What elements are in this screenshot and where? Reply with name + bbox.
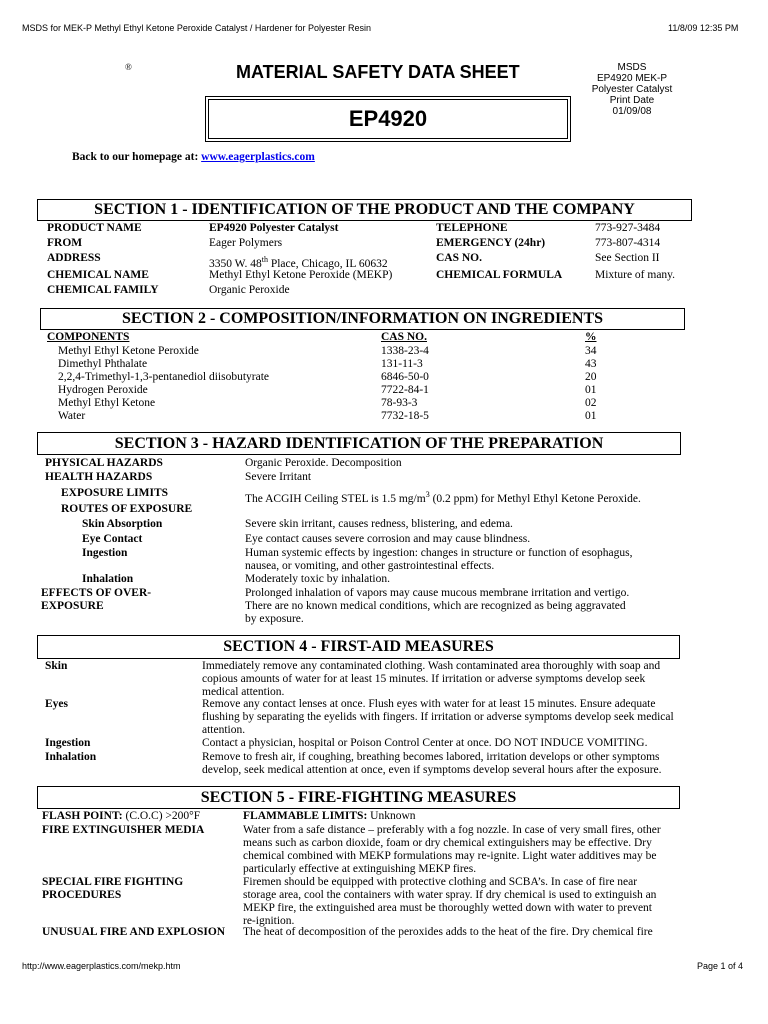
browser-datetime: 11/8/09 12:35 PM (668, 23, 739, 33)
chemical-formula-value: Mixture of many. (595, 269, 676, 281)
side-line: Print Date (609, 95, 655, 106)
ingestion-label: Ingestion (82, 547, 128, 559)
ingredient-name: Methyl Ethyl Ketone Peroxide (58, 345, 199, 357)
side-line: Polyester Catalyst (591, 84, 673, 95)
msds-side-info (578, 62, 686, 117)
inhalation-label: Inhalation (82, 573, 134, 585)
ingredient-percent: 01 (585, 384, 597, 396)
extinguisher-media-label: FIRE EXTINGUISHER MEDIA (42, 824, 205, 836)
exposure-sup: 3 (425, 490, 430, 499)
flammable-limits (243, 810, 416, 823)
emergency-label: EMERGENCY (24hr) (436, 237, 546, 249)
from-label: FROM (47, 237, 83, 249)
first-aid-skin-label: Skin (45, 660, 68, 672)
special-procedures-value: Firemen should be equipped with protective clothing and SCBA’s. In case of fire near storage area, cool the containers with water spray. If dry chemical is used to extinguish an MEKP fire, the extinguished area must be thoroughly wetted down with water to prevent re-ignition. (243, 876, 657, 927)
chemical-name-label: CHEMICAL NAME (47, 269, 149, 281)
physical-hazards-label: PHYSICAL HAZARDS (45, 457, 163, 469)
ingredient-percent: 34 (585, 345, 597, 357)
footer-url: http://www.eagerplastics.com/mekp.htm (22, 961, 181, 971)
routes-of-exposure-label: ROUTES OF EXPOSURE (61, 503, 193, 515)
first-aid-inhalation-label: Inhalation (45, 751, 97, 763)
physical-hazards-value: Organic Peroxide. Decomposition (245, 457, 402, 469)
unusual-fire-value: The heat of decomposition of the peroxides adds to the heat of the fire. Dry chemical fire (243, 926, 653, 938)
first-aid-ingestion-label: Ingestion (45, 737, 91, 749)
ingredient-name: Water (58, 410, 86, 422)
ingredient-name: 2,2,4-Trimethyl-1,3-pentanediol diisobutyrate (58, 371, 270, 383)
page-title: MATERIAL SAFETY DATA SHEET (236, 62, 520, 82)
section-1-header: SECTION 1 - IDENTIFICATION OF THE PRODUCT AND THE COMPANY (37, 199, 692, 221)
flash-point (42, 810, 200, 823)
section-5-header: SECTION 5 - FIRE-FIGHTING MEASURES (37, 786, 680, 809)
overexposure-value-1: Prolonged inhalation of vapors may cause mucous membrane irritation and vertigo. (245, 587, 630, 599)
inhalation-value: Moderately toxic by inhalation. (245, 573, 390, 585)
first-aid-ingestion-value: Contact a physician, hospital or Poison Control Center at once. DO NOT INDUCE VOMITING. (202, 737, 648, 749)
ingredient-cas: 1338-23-4 (381, 345, 429, 357)
effects-of-overexposure-label: EFFECTS OF OVER-EXPOSURE (41, 587, 152, 612)
ingredient-name: Hydrogen Peroxide (58, 384, 148, 396)
telephone-value: 773-927-3484 (595, 222, 661, 234)
address-post: Place, Chicago, IL 60632 (267, 257, 388, 270)
eye-contact-label: Eye Contact (82, 533, 143, 545)
chemical-family-value: Organic Peroxide (209, 284, 290, 296)
section-4-header: SECTION 4 - FIRST-AID MEASURES (37, 635, 680, 659)
skin-absorption-value: Severe skin irritant, causes redness, blistering, and edema. (245, 518, 513, 530)
ingredient-percent: 20 (585, 371, 597, 383)
ingredient-cas: 78-93-3 (381, 397, 418, 409)
emergency-value: 773-807-4314 (595, 237, 661, 249)
telephone-label: TELEPHONE (436, 222, 508, 234)
percent-header: % (585, 331, 597, 343)
exposure-limits-label: EXPOSURE LIMITS (61, 487, 169, 499)
ingredient-cas: 6846-50-0 (381, 371, 429, 383)
product-name-label: PRODUCT NAME (47, 222, 142, 234)
health-hazards-value: Severe Irritant (245, 471, 312, 483)
address-label: ADDRESS (47, 252, 101, 264)
health-hazards-label: HEALTH HAZARDS (45, 471, 153, 483)
address-pre: 3350 W. 48 (209, 257, 262, 270)
registered-mark: ® (125, 62, 132, 72)
first-aid-skin-value: Immediately remove any contaminated clothing. Wash contaminated area thoroughly with soap and copious amounts of water for at least 15 minutes. If irritation or adverse symptoms develop seek medical attention. (202, 660, 661, 698)
special-procedures-label: SPECIAL FIRE FIGHTING PROCEDURES (42, 876, 184, 901)
ingestion-value: Human systemic effects by ingestion: changes in structure or function of esophagus, nausea, or vomiting, and other gastrointestinal effects. (245, 547, 633, 572)
first-aid-eyes-label: Eyes (45, 698, 68, 710)
flash-point-value: (C.O.C) >200°F (122, 810, 201, 822)
overexposure-value-2: There are no known medical conditions, which are recognized as being aggravated by exposure. (245, 600, 626, 625)
chemical-family-label: CHEMICAL FAMILY (47, 284, 159, 296)
ingredient-percent: 02 (585, 397, 597, 409)
section-2-header: SECTION 2 - COMPOSITION/INFORMATION ON INGREDIENTS (40, 308, 685, 330)
product-code-box (205, 96, 571, 142)
product-code: EP4920 (208, 99, 568, 139)
ingredient-percent: 43 (585, 358, 597, 370)
back-to-homepage (72, 151, 315, 164)
chemical-formula-label: CHEMICAL FORMULA (436, 269, 563, 281)
ingredient-name: Dimethyl Phthalate (58, 358, 148, 370)
side-line: EP4920 MEK-P (596, 73, 668, 84)
cas-value: See Section II (595, 252, 660, 264)
section-3-header: SECTION 3 - HAZARD IDENTIFICATION OF THE PREPARATION (37, 432, 681, 455)
first-aid-eyes-value: Remove any contact lenses at once. Flush eyes with water for at least 15 minutes. Ensure adequate flushing by separating the eyelids with fingers. If irritation or adverse symptoms develop seek medical attention. (202, 698, 674, 736)
unusual-fire-label: UNUSUAL FIRE AND EXPLOSION (42, 926, 226, 938)
from-value: Eager Polymers (209, 237, 283, 249)
flash-point-label: FLASH POINT: (42, 810, 123, 822)
exposure-limits-value (245, 488, 641, 506)
flammable-limits-label: FLAMMABLE LIMITS: (243, 810, 368, 822)
back-text: Back to our homepage at: (72, 151, 202, 163)
eye-contact-value: Eye contact causes severe corrosion and may cause blindness. (245, 533, 531, 545)
exposure-post: (0.2 ppm) for Methyl Ethyl Ketone Peroxide. (429, 492, 641, 505)
side-line: MSDS (617, 62, 647, 73)
side-line: 01/09/08 (612, 106, 652, 117)
skin-absorption-label: Skin Absorption (82, 518, 163, 530)
exposure-pre: The ACGIH Ceiling STEL is 1.5 mg/m (245, 492, 426, 505)
components-header: COMPONENTS (47, 331, 130, 343)
extinguisher-media-value: Water from a safe distance – preferably with a fog nozzle. In case of very small fires, other means such as carbon dioxide, foam or dry chemical extinguishers may be effective. Dry chemical combined with MEKP formulations may re-ignite. Light water additives may be particularly effective at extinguishing MEKP fires. (243, 824, 661, 875)
product-name-value: EP4920 Polyester Catalyst (209, 222, 339, 234)
page-number: Page 1 of 4 (697, 961, 744, 971)
chemical-name-value: Methyl Ethyl Ketone Peroxide (MEKP) (209, 269, 393, 281)
ingredient-cas: 7722-84-1 (381, 384, 429, 396)
ingredient-name: Methyl Ethyl Ketone (58, 397, 156, 409)
ingredient-percent: 01 (585, 410, 597, 422)
homepage-link[interactable]: www.eagerplastics.com (201, 151, 315, 163)
flammable-limits-value: Unknown (367, 810, 416, 822)
ingredient-cas: 7732-18-5 (381, 410, 429, 422)
cas-no-header: CAS NO. (381, 331, 428, 343)
first-aid-inhalation-value: Remove to fresh air, if coughing, breathing becomes labored, irritation develops or other symptoms develop, seek medical attention at once, even if symptoms develop several hours after the exposure. (202, 751, 662, 776)
address-sup: th (261, 255, 268, 264)
cas-label: CAS NO. (436, 252, 483, 264)
browser-doc-title: MSDS for MEK-P Methyl Ethyl Ketone Peroxide Catalyst / Hardener for Polyester Resin (22, 23, 371, 33)
ingredient-cas: 131-11-3 (381, 358, 423, 370)
